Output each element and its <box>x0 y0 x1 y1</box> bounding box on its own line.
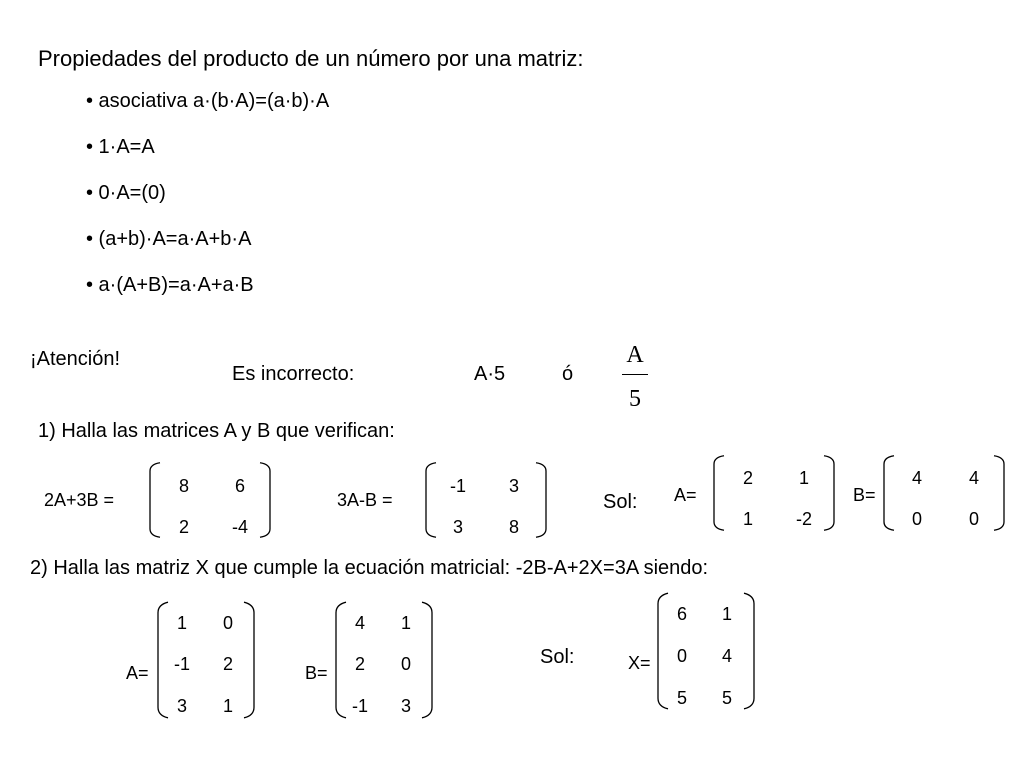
matrix-cell: 4 <box>721 646 732 666</box>
matrix-cell: 0 <box>222 613 233 633</box>
matrix-cell: 2 <box>222 654 233 674</box>
solB-matrix <box>882 455 1006 531</box>
matrix-cell: 0 <box>400 654 411 674</box>
matrix-cell: 1 <box>176 613 187 633</box>
matrix-cell: 0 <box>676 646 687 666</box>
p2-X-matrix <box>656 592 756 710</box>
eq2-matrix <box>424 462 548 538</box>
problem1-statement: 1) Halla las matrices A y B que verifican: <box>38 420 395 442</box>
matrix-cell: 2 <box>742 468 753 488</box>
p2-X-label: X= <box>628 653 651 673</box>
attention-label: ¡Atención! <box>30 348 121 370</box>
matrix-cell: -1 <box>449 476 466 496</box>
matrix-cell: 3 <box>452 517 463 537</box>
property-distributive-scalars: • (a+b)·A=a·A+b·A <box>86 228 252 250</box>
matrix-cell: -1 <box>173 654 190 674</box>
property-associative: • asociativa a·(b·A)=(a·b)·A <box>86 90 330 112</box>
eq1-matrix <box>148 462 272 538</box>
problem2-statement: 2) Halla las matriz X que cumple la ecuación matricial: -2B-A+2X=3A siendo: <box>30 557 709 579</box>
matrix-cell: 5 <box>676 688 687 708</box>
incorrect-label: Es incorrecto: <box>232 363 355 385</box>
p2-B-matrix <box>334 601 434 719</box>
fraction-denominator: 5 <box>629 386 641 412</box>
matrix-cell: 4 <box>911 468 922 488</box>
fraction-numerator: A <box>626 342 644 368</box>
matrix-cell: -4 <box>231 517 248 537</box>
matrix-cell: 3 <box>176 696 187 716</box>
eq1-label: 2A+3B = <box>44 490 115 510</box>
property-identity: • 1·A=A <box>86 136 155 158</box>
matrix-cell: 3 <box>400 696 411 716</box>
matrix-cell: -1 <box>351 696 368 716</box>
matrix-cell: 0 <box>968 509 979 529</box>
matrix-cell: 8 <box>178 476 189 496</box>
matrix-cell: 3 <box>508 476 519 496</box>
matrix-cell: 0 <box>911 509 922 529</box>
matrix-cell: 1 <box>798 468 809 488</box>
matrix-cell: 1 <box>721 604 732 624</box>
matrix-cell: 6 <box>234 476 245 496</box>
solA-label: A= <box>674 485 697 505</box>
problem1-sol-label: Sol: <box>603 491 638 513</box>
property-distributive-matrices: • a·(A+B)=a·A+a·B <box>86 274 254 296</box>
matrix-cell: 8 <box>508 517 519 537</box>
p2-A-label: A= <box>126 663 149 683</box>
matrix-cell: 1 <box>742 509 753 529</box>
left-paren <box>882 455 896 531</box>
matrix-cell: -2 <box>795 509 812 529</box>
or-word: ó <box>562 363 574 385</box>
solB-label: B= <box>853 485 876 505</box>
matrix-cell: 5 <box>721 688 732 708</box>
matrix-cell: 2 <box>354 654 365 674</box>
property-zero: • 0·A=(0) <box>86 182 166 204</box>
left-paren <box>148 462 162 538</box>
matrix-cell: 6 <box>676 604 687 624</box>
p2-A-matrix <box>156 601 256 719</box>
solA-matrix <box>712 455 836 531</box>
p2-B-label: B= <box>305 663 328 683</box>
matrix-cell: 1 <box>400 613 411 633</box>
matrix-cell: 2 <box>178 517 189 537</box>
incorrect-expression: A·5 <box>474 363 506 385</box>
left-paren <box>712 455 726 531</box>
page-title: Propiedades del producto de un número por una matriz: <box>38 46 584 71</box>
problem2-sol-label: Sol: <box>540 646 575 668</box>
eq2-label: 3A-B = <box>337 490 393 510</box>
fraction-bar <box>622 374 648 375</box>
matrix-cell: 1 <box>222 696 233 716</box>
right-paren <box>534 462 548 538</box>
matrix-cell: 4 <box>354 613 365 633</box>
matrix-cell: 4 <box>968 468 979 488</box>
